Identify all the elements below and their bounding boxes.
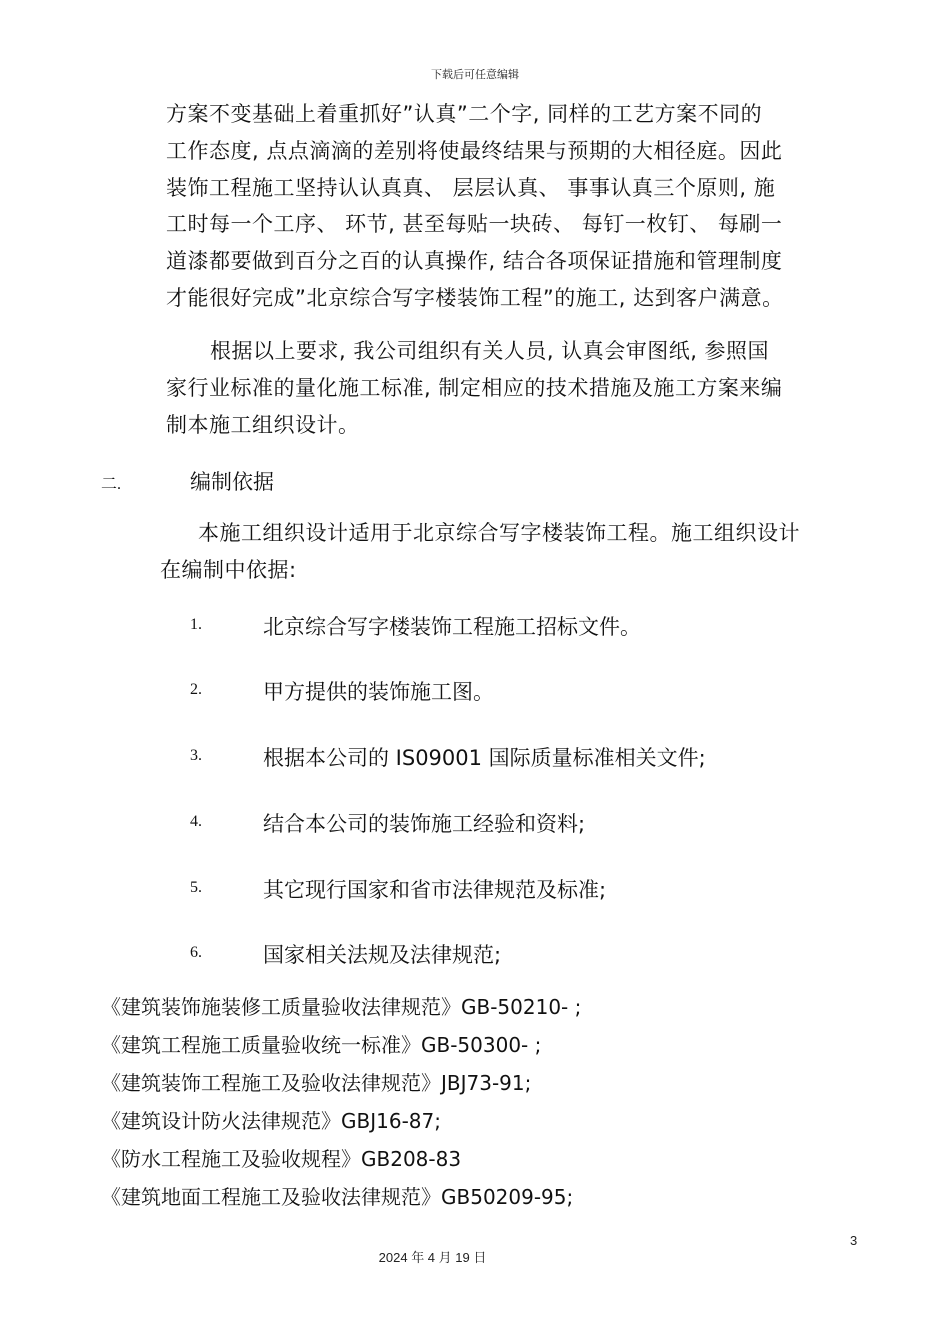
paragraph-line: 本施工组织设计适用于北京综合写字楼装饰工程。施工组织设计 <box>198 521 800 545</box>
paragraph-line: 制本施工组织设计。 <box>166 412 360 437</box>
paragraph-line: 根据以上要求, 我公司组织有关人员, 认真会审图纸, 参照国 <box>210 339 770 363</box>
section-number: 二. <box>101 476 122 493</box>
list-item-number: 2. <box>190 681 202 698</box>
list-item-text: 根据本公司的 IS09001 国际质量标准相关文件; <box>263 746 706 770</box>
list-item-number: 1. <box>190 616 202 633</box>
paragraph-line: 工时每一个工序、 环节, 甚至每贴一块砖、 每钉一枚钉、 每刷一 <box>166 212 783 237</box>
page-number: 3 <box>850 1233 858 1248</box>
paragraph-1 <box>166 96 784 317</box>
footer-date: 2024 年 4 月 19 日 <box>378 1250 487 1265</box>
section-title: 编制依据 <box>190 470 274 494</box>
standard-reference: 《建筑工程施工质量验收统一标准》GB-50300- ; <box>101 1033 542 1057</box>
page-header: 下载后可任意编辑 <box>431 68 519 81</box>
standard-reference: 《建筑装饰施装修工质量验收法律规范》GB-50210- ; <box>101 995 582 1019</box>
standard-reference: 《防水工程施工及验收规程》GB208-83 <box>101 1147 462 1171</box>
paragraph-line: 才能很好完成”北京综合写字楼装饰工程”的施工, 达到客户满意。 <box>166 285 784 310</box>
paragraph-line: 道漆都要做到百分之百的认真操作, 结合各项保证措施和管理制度 <box>166 249 783 274</box>
list-item-text: 国家相关法规及法律规范; <box>263 943 502 967</box>
paragraph-line: 方案不变基础上着重抓好”认真”二个字, 同样的工艺方案不同的 <box>166 102 763 126</box>
list-item-number: 5. <box>190 879 202 896</box>
paragraph-3 <box>160 515 800 589</box>
standard-reference: 《建筑装饰工程施工及验收法律规范》JBJ73-91; <box>101 1071 532 1095</box>
list-item-text: 结合本公司的装饰施工经验和资料; <box>263 812 586 836</box>
paragraph-line: 在编制中依据: <box>160 557 297 582</box>
paragraph-2 <box>166 333 782 443</box>
list-item-text: 甲方提供的装饰施工图。 <box>263 680 494 704</box>
standard-reference: 《建筑地面工程施工及验收法律规范》GB50209-95; <box>101 1185 574 1209</box>
list-item-text: 北京综合写字楼装饰工程施工招标文件。 <box>263 615 641 639</box>
paragraph-line: 工作态度, 点点滴滴的差别将使最终结果与预期的大相径庭。因此 <box>166 138 783 163</box>
standard-reference: 《建筑设计防火法律规范》GBJ16-87; <box>101 1109 441 1133</box>
list-item-number: 6. <box>190 944 202 961</box>
paragraph-line: 家行业标准的量化施工标准, 制定相应的技术措施及施工方案来编 <box>166 375 783 400</box>
paragraph-line: 装饰工程施工坚持认认真真、 层层认真、 事事认真三个原则, 施 <box>166 175 776 200</box>
list-item-number: 4. <box>190 813 202 830</box>
list-item-text: 其它现行国家和省市法律规范及标准; <box>263 878 607 902</box>
list-item-number: 3. <box>190 747 202 764</box>
